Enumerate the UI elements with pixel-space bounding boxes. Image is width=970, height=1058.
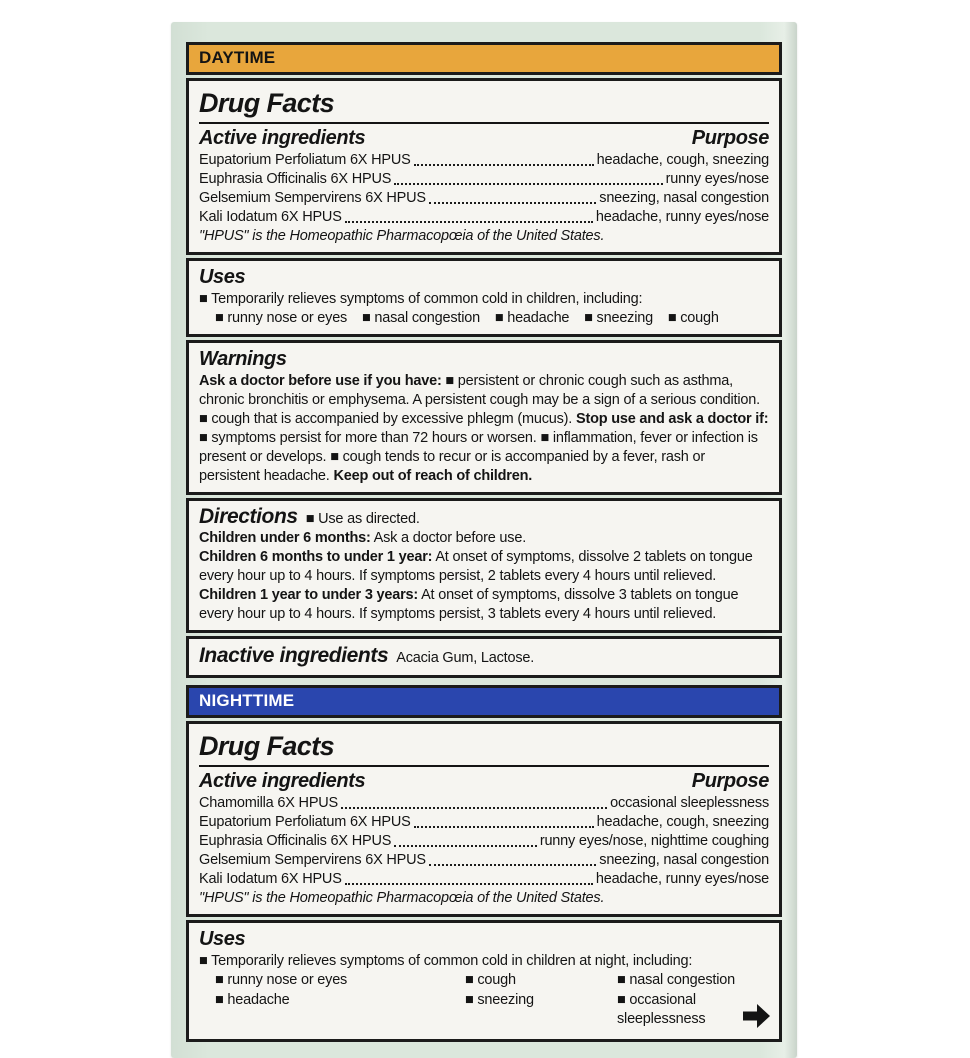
daytime-active-ingredients-header bbox=[199, 126, 769, 151]
nighttime-uses-panel bbox=[186, 920, 782, 1042]
directions-row bbox=[199, 548, 769, 586]
warnings-ask-text: ■ persistent or chronic cough such as asthma, chronic bronchitis or emphysema. A persistent cough may be a sign of a serious condition. ■ cough that is accompanied by excessive phlegm (mucus). bbox=[199, 373, 760, 427]
warnings-keep-label: Keep out of reach of children. bbox=[333, 468, 533, 484]
dotted-leader bbox=[414, 164, 594, 166]
uses-items-line bbox=[199, 309, 769, 328]
uses-item: ■ nasal congestion bbox=[617, 972, 736, 988]
inactive-ingredients-text: Acacia Gum, Lactose. bbox=[396, 650, 535, 666]
ingredient-row bbox=[199, 851, 769, 870]
ingredient-row bbox=[199, 151, 769, 170]
uses-item: ■ headache bbox=[494, 310, 570, 326]
warnings-text bbox=[199, 372, 769, 486]
uses-item: ■ cough bbox=[667, 310, 719, 326]
active-ingredients-heading: Active ingredients bbox=[199, 770, 366, 792]
uses-heading: Uses bbox=[199, 266, 246, 288]
ingredient-name: Gelsemium Sempervirens 6X HPUS bbox=[199, 852, 426, 868]
ingredient-row bbox=[199, 870, 769, 889]
dotted-leader bbox=[429, 202, 596, 204]
uses-item: ■ runny nose or eyes bbox=[215, 972, 348, 988]
ingredient-purpose: occasional sleeplessness bbox=[610, 795, 769, 811]
purpose-heading: Purpose bbox=[691, 770, 769, 792]
hpus-note: "HPUS" is the Homeopathic Pharmacopœia of the United States. bbox=[199, 890, 605, 906]
daytime-drug-facts-title: Drug Facts bbox=[199, 88, 335, 118]
ingredient-row bbox=[199, 794, 769, 813]
warnings-stop-label: Stop use and ask a doctor if: bbox=[575, 411, 769, 427]
uses-item: ■ nasal congestion bbox=[361, 310, 480, 326]
age-group-label: Children 6 months to under 1 year: bbox=[199, 549, 433, 565]
hpus-note: "HPUS" is the Homeopathic Pharmacopœia of the United States. bbox=[199, 228, 605, 244]
daytime-banner-label: DAYTIME bbox=[199, 48, 276, 67]
age-group-label: Children 1 year to under 3 years: bbox=[199, 587, 419, 603]
ingredient-row bbox=[199, 189, 769, 208]
directions-heading-line bbox=[199, 505, 769, 529]
nighttime-banner bbox=[186, 685, 782, 718]
nighttime-drug-facts-panel bbox=[186, 721, 782, 917]
nighttime-banner-label: NIGHTTIME bbox=[199, 691, 295, 710]
dotted-leader bbox=[429, 864, 596, 866]
daytime-drug-facts-panel bbox=[186, 78, 782, 255]
uses-items-grid bbox=[199, 971, 769, 1030]
age-group-text: At onset of symptoms, dissolve 3 tablets on tongue every hour up to 4 hours. If symptoms persist, 3 tablets every 4 hours until relieved. bbox=[199, 587, 739, 622]
inactive-ingredients-panel bbox=[186, 636, 782, 678]
ingredient-name: Euphrasia Officinalis 6X HPUS bbox=[199, 833, 392, 849]
uses-item: ■ sneezing bbox=[465, 991, 534, 1008]
uses-heading: Uses bbox=[199, 928, 246, 950]
dotted-leader bbox=[394, 845, 537, 847]
uses-intro: ■ Temporarily relieves symptoms of common cold in children, including: bbox=[199, 291, 643, 307]
warnings-stop-text: ■ symptoms persist for more than 72 hours or worsen. ■ inflammation, fever or infection is present or develops. ■ cough tends to recur or is accompanied by a fever, rash or persistent headache. bbox=[199, 430, 758, 484]
uses-item: ■ sneezing bbox=[584, 310, 653, 326]
dotted-leader bbox=[345, 883, 593, 885]
ingredient-row bbox=[199, 813, 769, 832]
ingredient-name: Eupatorium Perfoliatum 6X HPUS bbox=[199, 814, 411, 830]
warnings-heading: Warnings bbox=[199, 348, 287, 370]
ingredient-row bbox=[199, 170, 769, 189]
ingredient-purpose: runny eyes/nose, nighttime coughing bbox=[539, 833, 769, 849]
inactive-ingredients-heading: Inactive ingredients bbox=[199, 644, 389, 667]
product-package-back bbox=[171, 22, 797, 1058]
title-rule bbox=[199, 765, 769, 767]
dotted-leader bbox=[414, 826, 594, 828]
directions-row bbox=[199, 586, 769, 624]
title-rule bbox=[199, 122, 769, 124]
uses-item: ■ occasional sleeplessness bbox=[617, 991, 706, 1027]
uses-intro: ■ Temporarily relieves symptoms of common cold in children at night, including: bbox=[199, 953, 693, 969]
continue-right-arrow-icon bbox=[743, 1004, 770, 1028]
ingredient-row bbox=[199, 832, 769, 851]
directions-row bbox=[199, 529, 769, 548]
directions-panel bbox=[186, 498, 782, 633]
dotted-leader bbox=[394, 183, 662, 185]
directions-heading: Directions bbox=[199, 505, 298, 528]
dotted-leader bbox=[341, 807, 607, 809]
daytime-banner bbox=[186, 42, 782, 75]
age-group-text: Ask a doctor before use. bbox=[370, 530, 527, 546]
uses-item: ■ cough bbox=[465, 972, 516, 988]
ingredient-name: Chamomilla 6X HPUS bbox=[199, 795, 339, 811]
ingredient-name: Gelsemium Sempervirens 6X HPUS bbox=[199, 190, 426, 206]
ingredient-purpose: headache, runny eyes/nose bbox=[595, 871, 769, 887]
ingredient-purpose: sneezing, nasal congestion bbox=[599, 190, 769, 206]
ingredient-purpose: headache, runny eyes/nose bbox=[595, 209, 769, 225]
dotted-leader bbox=[345, 221, 593, 223]
ingredient-name: Kali Iodatum 6X HPUS bbox=[199, 209, 342, 225]
nighttime-drug-facts-title: Drug Facts bbox=[199, 731, 335, 761]
age-group-label: Children under 6 months: bbox=[199, 530, 371, 546]
drug-facts-label-stack bbox=[186, 42, 782, 1042]
ingredient-purpose: runny eyes/nose bbox=[665, 171, 769, 187]
ingredient-purpose: sneezing, nasal congestion bbox=[599, 852, 769, 868]
age-group-text: At onset of symptoms, dissolve 2 tablets on tongue every hour up to 4 hours. If symptoms persist, 2 tablets every 4 hours until relieved. bbox=[199, 549, 753, 584]
ingredient-purpose: headache, cough, sneezing bbox=[596, 814, 769, 830]
ingredient-name: Kali Iodatum 6X HPUS bbox=[199, 871, 342, 887]
warnings-ask-label: Ask a doctor before use if you have: bbox=[199, 373, 442, 389]
active-ingredients-heading: Active ingredients bbox=[199, 127, 366, 149]
ingredient-name: Eupatorium Perfoliatum 6X HPUS bbox=[199, 152, 411, 168]
ingredient-purpose: headache, cough, sneezing bbox=[596, 152, 769, 168]
directions-use-text: ■ Use as directed. bbox=[305, 511, 420, 527]
uses-item: ■ runny nose or eyes bbox=[215, 310, 348, 326]
purpose-heading: Purpose bbox=[691, 127, 769, 149]
nighttime-active-ingredients-header bbox=[199, 769, 769, 794]
daytime-uses-panel bbox=[186, 258, 782, 337]
ingredient-row bbox=[199, 208, 769, 227]
uses-item: ■ headache bbox=[215, 991, 290, 1008]
warnings-panel bbox=[186, 340, 782, 495]
ingredient-name: Euphrasia Officinalis 6X HPUS bbox=[199, 171, 392, 187]
